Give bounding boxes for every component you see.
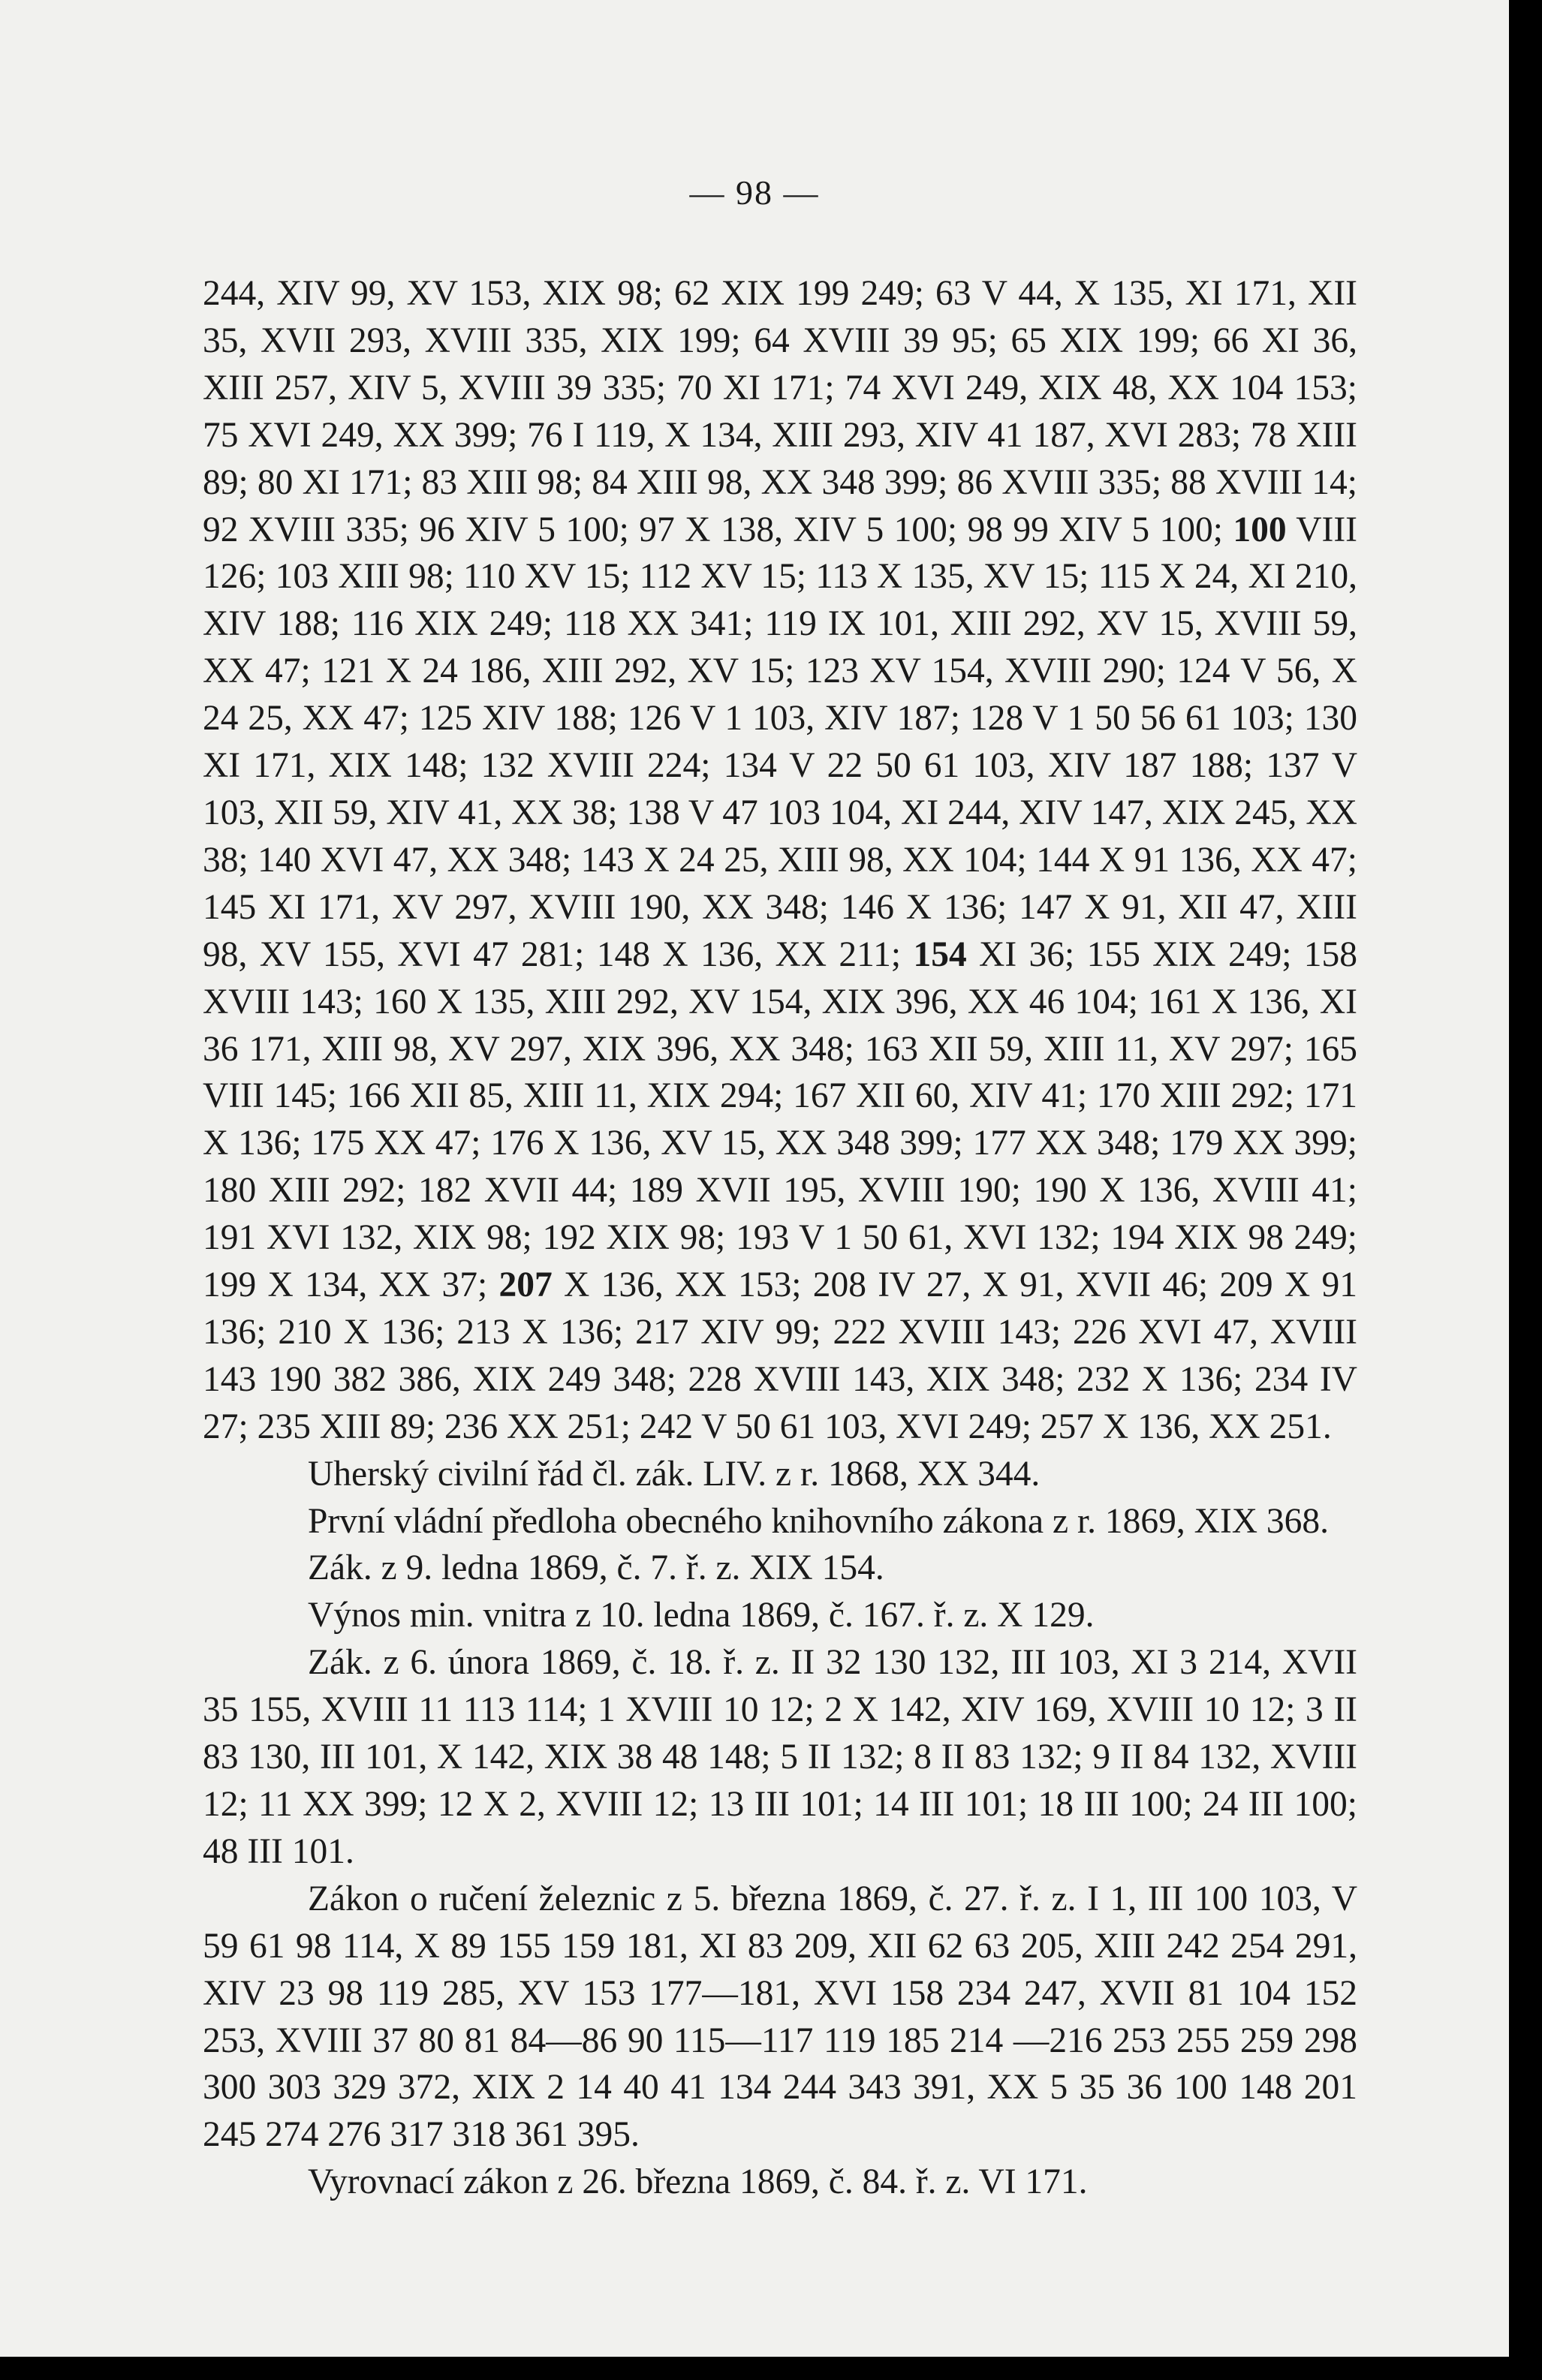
text-run: Výnos min. vnitra z 10. ledna 1869, č. 167. ř. z. X 129.	[308, 1596, 1095, 1635]
index-continuation-paragraph	[203, 270, 1357, 1451]
index-entry-paragraph	[203, 1592, 1357, 1639]
page-number: — 98 —	[689, 173, 820, 212]
text-run: Vyrovnací zákon z 26. března 1869, č. 84. ř. z. VI 171.	[308, 2162, 1088, 2202]
text-run: VIII 126; 103 XIII 98; 110 XV 15; 112 XV 15; 113 X 135, XV 15; 115 X 24, XI 210, XIV 188; 116 XIX 249; 118 XX 341; 119 IX 101, XIII 292, XV 15, XVIII 59, XX 47; 121 X 24 186, XIII 292, XV 15; 123 XV 154, XVIII 290; 124 V 56, X 24 25, XX 47; 125 XIV 188; 126 V 1 103, XIV 187; 128 V 1 50 56 61 103; 130 XI 171, XIX 148; 132 XVIII 224; 134 V 22 50 61 103, XIV 187 188; 137 V 103, XII 59, XIV 41, XX 38; 138 V 47 103 104, XI 244, XIV 147, XIX 245, XX 38; 140 XVI 47, XX 348; 143 X 24 25, XIII 98, XX 104; 144 X 91 136, XX 47; 145 XI 171, XV 297, XVIII 190, XX 348; 146 X 136; 147 X 91, XII 47, XIII 98, XV 155, XVI 47 281; 148 X 136, XX 211;	[203, 510, 1357, 974]
bold-paragraph-number: 154	[913, 934, 967, 974]
index-entry-paragraph	[203, 1451, 1357, 1498]
index-entry-paragraph	[203, 1498, 1357, 1545]
text-run: Zák. z 6. února 1869, č. 18. ř. z. II 32 130 132, III 103, XI 3 214, XVII 35 155, XVIII 11 113 114; 1 XVIII 10 12; 2 X 142, XIV 169, XVIII 10 12; 3 II 83 130, III 101, X 142, XIX 38 48 148; 5 II 132; 8 II 83 132; 9 II 84 132, XVIII 12; 11 XX 399; 12 X 2, XVIII 12; 13 III 101; 14 III 101; 18 III 100; 24 III 100; 48 III 101.	[203, 1643, 1357, 1871]
text-run: Zákon o ručení železnic z 5. března 1869, č. 27. ř. z. I 1, III 100 103, V 59 61 98 114, X 89 155 159 181, XI 83 209, XII 62 63 205, XIII 242 254 291, XIV 23 98 119 285, XV 153 177—181, XVI 158 234 247, XVII 81 104 152 253, XVIII 37 80 81 84—86 90 115—117 119 185 214 —216 253 255 259 298 300 303 329 372, XIX 2 14 40 41 134 244 343 391, XX 5 35 36 100 148 201 245 274 276 317 318 361 395.	[203, 1879, 1357, 2155]
text-run: 244, XIV 99, XV 153, XIX 98; 62 XIX 199 249; 63 V 44, X 135, XI 171, XII 35, XVII 293, XVIII 335, XIX 199; 64 XVIII 39 95; 65 XIX 199; 66 XI 36, XIII 257, XIV 5, XVIII 39 335; 70 XI 171; 74 XVI 249, XIX 48, XX 104 153; 75 XVI 249, XX 399; 76 I 119, X 134, XIII 293, XIV 41 187, XVI 283; 78 XIII 89; 80 XI 171; 83 XIII 98; 84 XIII 98, XX 348 399; 86 XVIII 335; 88 XVIII 14; 92 XVIII 335; 96 XIV 5 100; 97 X 138, XIV 5 100; 98 99 XIV 5 100;	[203, 274, 1357, 549]
text-run: Zák. z 9. ledna 1869, č. 7. ř. z. XIX 154.	[308, 1548, 884, 1588]
index-body-text	[203, 270, 1357, 2206]
index-entry-paragraph	[203, 2159, 1357, 2206]
text-run: X 136, XX 153; 208 IV 27, X 91, XVII 46; 209 X 91 136; 210 X 136; 213 X 136; 217 XIV 99; 222 XVIII 143; 226 XVI 47, XVIII 143 190 382 386, XIX 249 348; 228 XVIII 143, XIX 348; 232 X 136; 234 IV 27; 235 XIII 89; 236 XX 251; 242 V 50 61 103, XVI 249; 257 X 136, XX 251.	[203, 1265, 1358, 1446]
text-run: Uherský civilní řád čl. zák. LIV. z r. 1868, XX 344.	[308, 1454, 1041, 1494]
index-entry-paragraph	[203, 1876, 1357, 2159]
text-run: První vládní předloha obecného knihovního zákona z r. 1869, XIX 368.	[308, 1501, 1330, 1541]
bold-paragraph-number: 100	[1233, 510, 1287, 549]
index-entry-paragraph	[203, 1639, 1357, 1876]
index-entry-paragraph	[203, 1545, 1357, 1592]
text-run: XI 36; 155 XIX 249; 158 XVIII 143; 160 X 135, XIII 292, XV 154, XIX 396, XX 46 104; 161 X 136, XI 36 171, XIII 98, XV 297, XIX 396, XX 348; 163 XII 59, XIII 11, XV 297; 165 VIII 145; 166 XII 85, XIII 11, XIX 294; 167 XII 60, XIV 41; 170 XIII 292; 171 X 136; 175 XX 47; 176 X 136, XV 15, XX 348 399; 177 XX 348; 179 XX 399; 180 XIII 292; 182 XVII 44; 189 XVII 195, XVIII 190; 190 X 136, XVIII 41; 191 XVI 132, XIX 98; 192 XIX 98; 193 V 1 50 61, XVI 132; 194 XIX 98 249; 199 X 134, XX 37;	[203, 934, 1357, 1305]
bold-paragraph-number: 207	[498, 1265, 553, 1305]
